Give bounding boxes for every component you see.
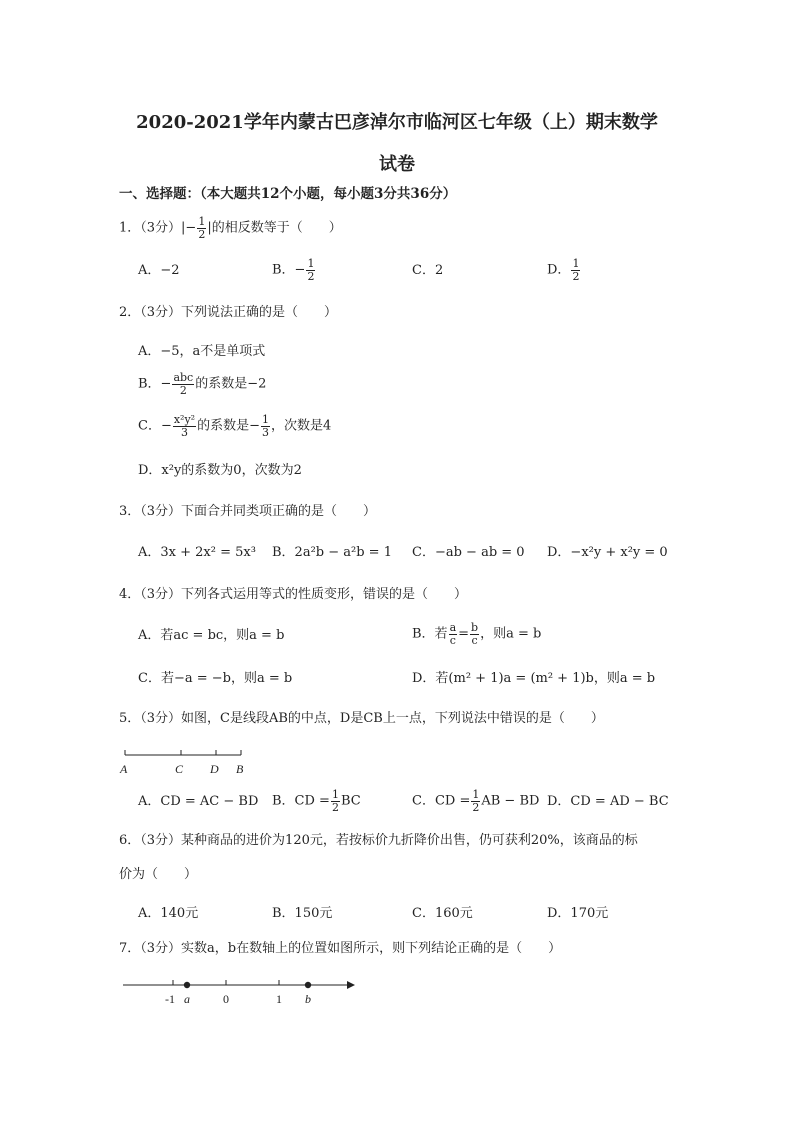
q4-option-a: A．若ac = bc，则a = b: [138, 628, 285, 643]
q2-option-c: C．− $\frac{\text{x²y²}}{3}$ 的系数是− $\frac{1}{3}$ ，次数是4: [138, 413, 332, 439]
q6-option-a: A．140元: [138, 906, 199, 921]
q7-number-line: [115, 975, 365, 1011]
q3-option-a: A．3x + 2x² = 5x³: [138, 545, 256, 560]
q1-option-b: B．− $\frac{1}{2}$: [272, 257, 315, 283]
question-7-stem: 7．（3分）实数a，b在数轴上的位置如图所示，则下列结论正确的是（ ）: [119, 941, 562, 956]
q5-option-c: C．CD = $\frac{1}{2}$ AB − BD: [412, 788, 540, 814]
point-b-dot: [305, 982, 311, 988]
section-heading: 一、选择题：（本大题共12个小题，每小题3分共36分）: [119, 186, 457, 202]
q1-option-c: C．2: [412, 263, 444, 278]
fraction: $\frac{1}{2}$: [198, 215, 206, 241]
question-2-stem: 2．（3分）下列说法正确的是（ ）: [119, 305, 338, 320]
q5-option-b: B．CD = $\frac{1}{2}$ BC: [272, 788, 361, 814]
q6-option-c: C．160元: [412, 906, 473, 921]
point-a-label: A: [120, 762, 128, 776]
question-6-stem-line2: 价为（ ）: [119, 867, 198, 882]
q5-option-d: D．CD = AD − BC: [547, 794, 669, 809]
point-c-label: C: [175, 762, 184, 776]
q1-option-a: A．−2: [138, 263, 180, 278]
q3-option-c: C．−ab − ab = 0: [412, 545, 525, 560]
q6-option-b: B．150元: [272, 906, 333, 921]
question-4-stem: 4．（3分）下列各式运用等式的性质变形，错误的是（ ）: [119, 587, 468, 602]
q1-option-d: D． $\frac{1}{2}$: [547, 257, 580, 283]
tick-label-0: 0: [223, 992, 229, 1006]
q2-option-d: D．x²y的系数为0，次数为2: [138, 463, 302, 478]
question-6-stem-line1: 6．（3分）某种商品的进价为120元，若按标价九折降价出售，仍可获利20%，该商品的标: [119, 833, 638, 848]
q3-option-b: B．2a²b − a²b = 1: [272, 545, 392, 560]
page-title-line1: 2020-2021学年内蒙古巴彦淖尔市临河区七年级（上）期末数学: [136, 112, 658, 133]
q6-option-d: D．170元: [547, 906, 609, 921]
point-b-label: B: [236, 762, 244, 776]
point-a-label: a: [184, 992, 190, 1006]
point-a-dot: [184, 982, 190, 988]
q5-option-a: A．CD = AC − BD: [138, 794, 259, 809]
arrow-icon: [347, 981, 355, 989]
question-3-stem: 3．（3分）下面合并同类项正确的是（ ）: [119, 504, 377, 519]
q5-segment-figure: [115, 745, 255, 777]
q3-option-d: D．−x²y + x²y = 0: [547, 545, 668, 560]
page-title-line2: 试卷: [379, 154, 415, 175]
q4-option-d: D．若(m² + 1)a = (m² + 1)b，则a = b: [412, 671, 656, 686]
tick-label-neg1: -1: [165, 992, 175, 1006]
question-5-stem: 5．（3分）如图，C是线段AB的中点，D是CB上一点，下列说法中错误的是（ ）: [119, 711, 604, 726]
point-b-label: b: [305, 992, 311, 1006]
q2-option-a: A．−5，a不是单项式: [138, 344, 266, 359]
point-d-label: D: [210, 762, 219, 776]
question-1-stem: 1．（3分）|− $\frac{1}{2}$ |的相反数等于（ ）: [119, 215, 342, 241]
q4-option-b: B．若 $\frac{a}{c}$ = $\frac{b}{c}$ ，则a = b: [412, 621, 542, 647]
tick-label-1: 1: [276, 992, 282, 1006]
q2-option-b: B．− $\frac{\text{abc}}{2}$ 的系数是−2: [138, 371, 267, 397]
q4-option-c: C．若−a = −b，则a = b: [138, 671, 293, 686]
